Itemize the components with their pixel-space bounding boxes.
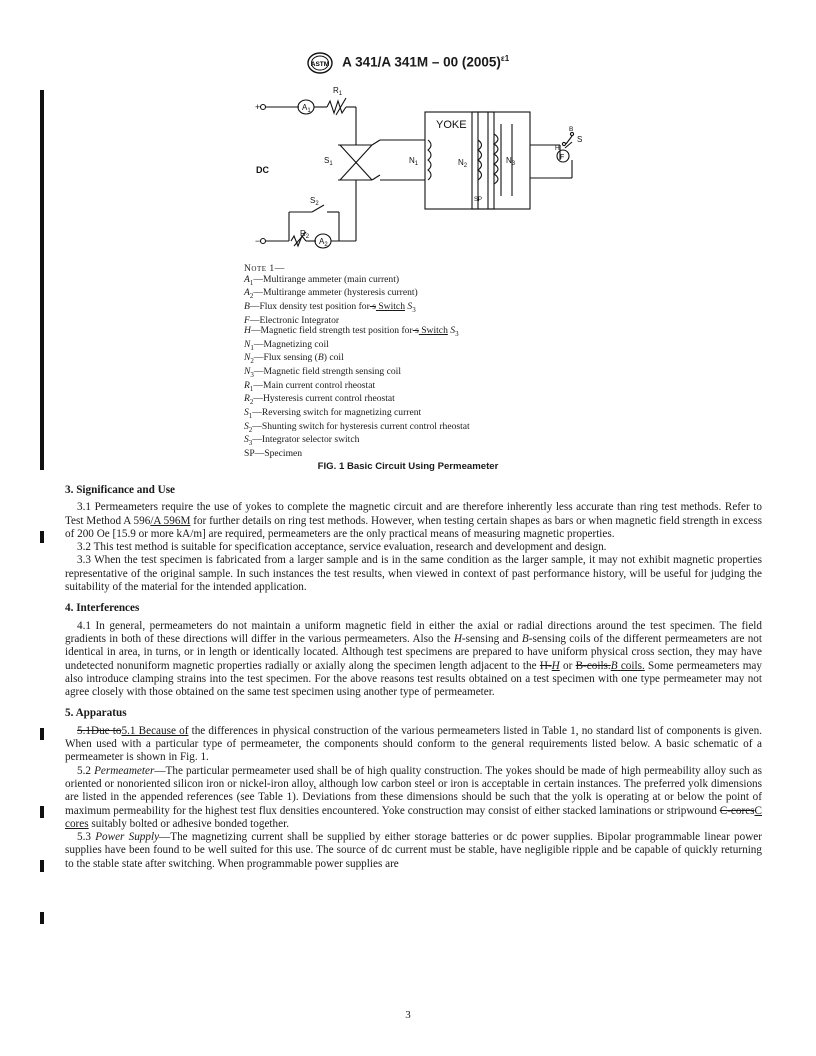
legend-item: B—Flux density test position for s Switch $S_3$ xyxy=(244,300,416,314)
legend-item: $A_2—Multirange$ ammeter (hysteresis current) xyxy=(244,287,418,301)
svg-text:+: + xyxy=(255,102,261,112)
svg-text:S2: $S_2$ xyxy=(310,196,319,207)
legend-item: $N_3—Magnetic$ field strength sensing coil xyxy=(244,366,401,379)
legend-list xyxy=(244,275,470,460)
circuit-diagram xyxy=(0,0,816,270)
section-5 xyxy=(65,707,762,871)
change-bar-5-1 xyxy=(40,806,44,818)
legend-item: $R_1—Main$ current control rheostat xyxy=(244,379,376,393)
svg-text:S1: $S_1$ xyxy=(324,156,333,167)
change-bar-5-2a xyxy=(40,860,44,872)
svg-text:S: S xyxy=(577,135,583,144)
change-bar-3-1 xyxy=(40,531,44,543)
legend-item: F—Electronic Integrator xyxy=(244,314,340,326)
svg-text:YOKE: YOKE xyxy=(436,119,467,131)
svg-text:ASTM: ASTM xyxy=(310,61,330,68)
svg-text:SP: SP xyxy=(474,197,483,203)
para-5-2: 5.2 Permeameter—The particular permeameter used shall be of high quality construction. The yokes should be made of high permeability alloy such as oriented or nonoriented silicon iron or nickel-iron alloy, although low carbon steel or iron is acceptable in certain instances. The preferred yolk dimensions are listed in the appended references (see Table 1). Deviations from these dimensions should be such that the yolk is operating at or below the point of maximum permeability for the highest test flux densities encountered. Yoke construction may consist of either stacked laminations or stripwound C-coresC cores suitably bolted or adhesive bonded together. xyxy=(65,764,763,830)
svg-text:−: − xyxy=(255,236,261,246)
legend-item: $R_2—Hysteresis$ current control rheostat xyxy=(244,393,395,407)
svg-text:R1: $R_1$ xyxy=(333,86,343,97)
para-5-3: 5.3 Power Supply—The magnetizing current shall be supplied by either storage batteries or dc power supplies. Bipolar programmable linear power supplies have been found to be well suited for this use. The source of dc current must be stable, have negligible ripple and be capable of quickly returning to the stable state after switching. When programmable power supplies are xyxy=(65,831,762,870)
legend-item: SP—Specimen xyxy=(244,447,303,459)
legend-item: $S_3—Integrator$ selector switch xyxy=(244,434,360,448)
svg-text:H: H xyxy=(555,145,560,152)
legend-item: $S_1—Reversing$ switch for magnetizing current xyxy=(244,406,422,420)
para-3-2: 3.2 This test method is suitable for specification acceptance, service evaluation, research and development and design. xyxy=(77,541,607,554)
legend-item: $N_2—Flux$ sensing (B) coil xyxy=(244,352,344,366)
svg-text:N3: $N_3$ xyxy=(506,156,516,167)
para-4-1: 4.1 In general, permeameters do not maintain a uniform magnetic field in either the axial or radial directions around the test specimen. The field gradients in both of these directions will differ in the various permeameters. Also the H-sensing and B-sensing coils of the different permeameters are not identical in area, in turns, or in length or identically located. Although test specimens are prepared to have uniform physical cross section, they may have undetected nonuniform magnetic properties radially or axially along the specimen length adjacent to the H-H or B-coils.B coils. Some permeameters may also introduce clamping strains into the test specimen. For the above reasons test results obtained on a test specimen with one type permeameter may not agree closely with those obtained on the same test specimen using another type of permeameter. xyxy=(65,619,762,699)
svg-text:A2: $A_2$ xyxy=(319,237,328,248)
section-5-heading: 5. Apparatus xyxy=(65,707,127,720)
change-bar-5-2b xyxy=(40,912,44,924)
legend-item: H—Magnetic field strength test position for s Switch $S_3$ xyxy=(244,325,459,339)
figure-caption: FIG. 1 Basic Circuit Using Permeameter xyxy=(317,461,499,472)
para-5-1: 5.1Due to5.1 Because of the differences in physical construction of the various permeameters listed in Table 1, no standard list of components is given. When used with a particular type of permeameter, the components should conform to the general requirements listed below. A basic schematic of a permeameter is shown in Fig. 1. xyxy=(65,724,762,764)
figure-note xyxy=(244,264,470,459)
change-bar-4-1 xyxy=(40,728,44,740)
section-3-heading: 3. Significance and Use xyxy=(65,484,176,496)
section-4-heading: 4. Interferences xyxy=(65,602,140,615)
svg-text:A1: $A_1$ xyxy=(302,103,311,114)
svg-text:N1: $N_1$ xyxy=(409,156,419,167)
para-3-3: 3.3 When the test specimen is fabricated from a larger sample and is in the same condition as the larger sample, it may not exhibit magnetic properties representative of the original sample. In such instances the test results, when viewed in context of past performance history, will be useful for judging the suitability of the material for the intended application. xyxy=(65,554,762,594)
page-number: 3 xyxy=(405,1009,411,1021)
legend-item: $A_1—Multirange$ ammeter (main current) xyxy=(244,273,400,287)
svg-text:F: F xyxy=(560,154,565,161)
legend-item: $S_2—Shunting$ switch for hysteresis current control rheostat xyxy=(244,420,470,434)
svg-text:N2: $N_2$ xyxy=(458,158,468,169)
para-3-1: 3.1 Permeameters require the use of yokes to complete the magnetic circuit and are therefore inherently less accurate than ring test methods. Refer to Test Method A 596/A 596M for further details on ring test methods. However, when testing certain shapes as bars or when magnetic field strength in excess of 200 Oe [15.9 or more kA/m] are required, permeameters are the only practical means of measuring magnetic properties. xyxy=(65,501,762,540)
section-4 xyxy=(65,602,762,699)
title-superscript: ε1 xyxy=(500,54,510,64)
legend-item: $N_1—Magnetizing$ coil xyxy=(244,338,329,352)
note-heading: Note 1— xyxy=(244,263,285,274)
svg-text:B: B xyxy=(569,126,574,133)
document-title: A 341/A 341M – 00 (2005) xyxy=(342,54,501,70)
main-body xyxy=(65,484,762,879)
svg-text:DC: DC xyxy=(256,165,269,175)
svg-text:R2: $R_2$ xyxy=(300,229,310,240)
section-3 xyxy=(65,484,762,594)
